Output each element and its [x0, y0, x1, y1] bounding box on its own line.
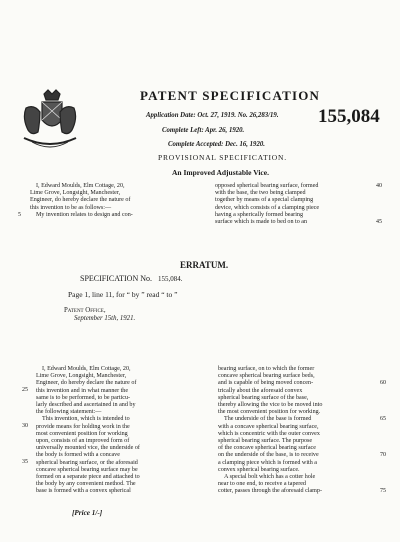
document-title: PATENT SPECIFICATION	[140, 88, 321, 103]
text-line: spherical bearing surface, or the aforesaid	[36, 459, 138, 466]
text-line: thereby allowing the vice to be moved into	[218, 402, 323, 409]
text-line: having a spherically formed bearing	[215, 211, 303, 218]
text-line: spherical bearing surface of the base,	[218, 394, 309, 401]
erratum-heading: ERRATUM.	[180, 260, 229, 270]
text-line: provide means for holding work in the	[36, 423, 130, 430]
text-line: cotter, passes through the aforesaid clamp-	[218, 488, 322, 495]
line-number: 35	[22, 459, 28, 465]
line-number: 65	[380, 416, 386, 422]
text-line: A special bolt which has a cotter hole	[224, 474, 316, 481]
text-line: device, which consists of a clamping piece	[215, 204, 320, 211]
text-line: Lime Grove, Longsight, Manchester,	[36, 373, 127, 380]
text-line: this invention to be as follows:—	[30, 204, 112, 211]
line-number: 75	[380, 488, 386, 494]
erratum-correction: Page 1, line 11, for “ by ” read “ to ”	[68, 290, 178, 299]
text-line: which is concentric with the outer convex	[218, 430, 320, 437]
complete-right-column	[218, 366, 378, 496]
text-line: surface which is made to bed on to an	[215, 219, 308, 226]
line-number: 40	[376, 183, 382, 189]
text-line: of the concave spherical bearing surface	[218, 445, 316, 452]
text-line: I, Edward Moulds, Elm Cottage, 20,	[36, 183, 125, 189]
complete-accepted-date: Complete Accepted: Dec. 16, 1920.	[168, 141, 265, 148]
text-line: most convenient position for working	[36, 430, 128, 437]
line-number: 45	[376, 219, 382, 225]
text-line: concave spherical bearing surface may be	[36, 466, 138, 473]
erratum-office-block	[64, 307, 135, 324]
application-date: Application Date: Oct. 27, 1919. No. 26,283/19.	[146, 112, 279, 119]
patent-number: 155,084	[318, 106, 380, 127]
text-line: on the underside of the base, is to receive	[218, 452, 319, 459]
complete-left-column	[36, 366, 216, 496]
text-line: My invention relates to design and con-	[36, 211, 133, 218]
line-number: 25	[22, 387, 28, 393]
provisional-left-column	[30, 183, 210, 219]
line-number: 30	[22, 423, 28, 429]
text-line: universally mounted vice, the underside of	[36, 445, 140, 452]
invention-title: An Improved Adjustable Vice.	[172, 168, 269, 177]
text-line: together by means of a special clamping	[215, 197, 314, 204]
office-date: September 15th, 1921.	[74, 315, 136, 323]
provisional-heading: PROVISIONAL SPECIFICATION.	[158, 153, 287, 162]
price-label: [Price 1/-]	[72, 509, 103, 517]
text-line: the body by any convenient method. The	[36, 481, 136, 488]
text-line: the most convenient position for working.	[218, 409, 321, 416]
text-line: concave spherical bearing surface beds,	[218, 373, 315, 380]
line-number: 60	[380, 380, 386, 386]
text-line: base is formed with a convex spherical	[36, 488, 131, 495]
text-line: near to one end, to receive a tapered	[218, 481, 306, 488]
office-name: Patent Office,	[64, 307, 106, 314]
text-line: with a concave spherical bearing surface,	[218, 423, 319, 430]
text-line: The underside of the base is formed	[224, 416, 312, 423]
text-line: same is to be performed, to be particu-	[36, 394, 131, 401]
text-line: formed on a separate piece and attached to	[36, 474, 140, 481]
text-line: bearing surface, on to which the former	[218, 366, 315, 372]
provisional-right-column	[215, 183, 375, 226]
text-line: spherical bearing surface. The purpose	[218, 438, 313, 445]
text-line: trically about the aforesaid convex	[218, 387, 303, 394]
text-line: the body is formed with a concave	[36, 452, 120, 459]
text-line: with the base, the two being clamped	[215, 190, 306, 197]
text-line: convex spherical bearing surface.	[218, 466, 300, 473]
erratum-spec-line	[80, 274, 183, 283]
text-line: Lime Grove, Longsight, Manchester,	[30, 190, 121, 197]
spec-number: 155,084.	[158, 275, 183, 283]
text-line: this invention and in what manner the	[36, 387, 129, 394]
line-number: 70	[380, 452, 386, 458]
complete-left-date: Complete Left: Apr. 26, 1920.	[162, 127, 245, 134]
text-line: larly described and ascertained in and by	[36, 402, 136, 409]
royal-coat-of-arms-icon	[18, 88, 82, 154]
text-line: Engineer, do hereby declare the nature of	[30, 197, 131, 204]
text-line: Engineer, do hereby declare the nature of	[36, 380, 137, 387]
text-line: and is capable of being moved concen-	[218, 380, 314, 387]
text-line: a clamping piece which is formed with a	[218, 459, 317, 466]
text-line: I, Edward Moulds, Elm Cottage, 20,	[42, 366, 131, 372]
text-line: upon, consists of an improved form of	[36, 438, 130, 445]
text-line: This invention, which is intended to	[42, 416, 130, 423]
text-line: opposed spherical bearing surface, formed	[215, 183, 319, 189]
line-number: 5	[18, 212, 21, 218]
text-line: the following statement:—	[36, 409, 102, 416]
spec-label: SPECIFICATION No.	[80, 274, 153, 283]
